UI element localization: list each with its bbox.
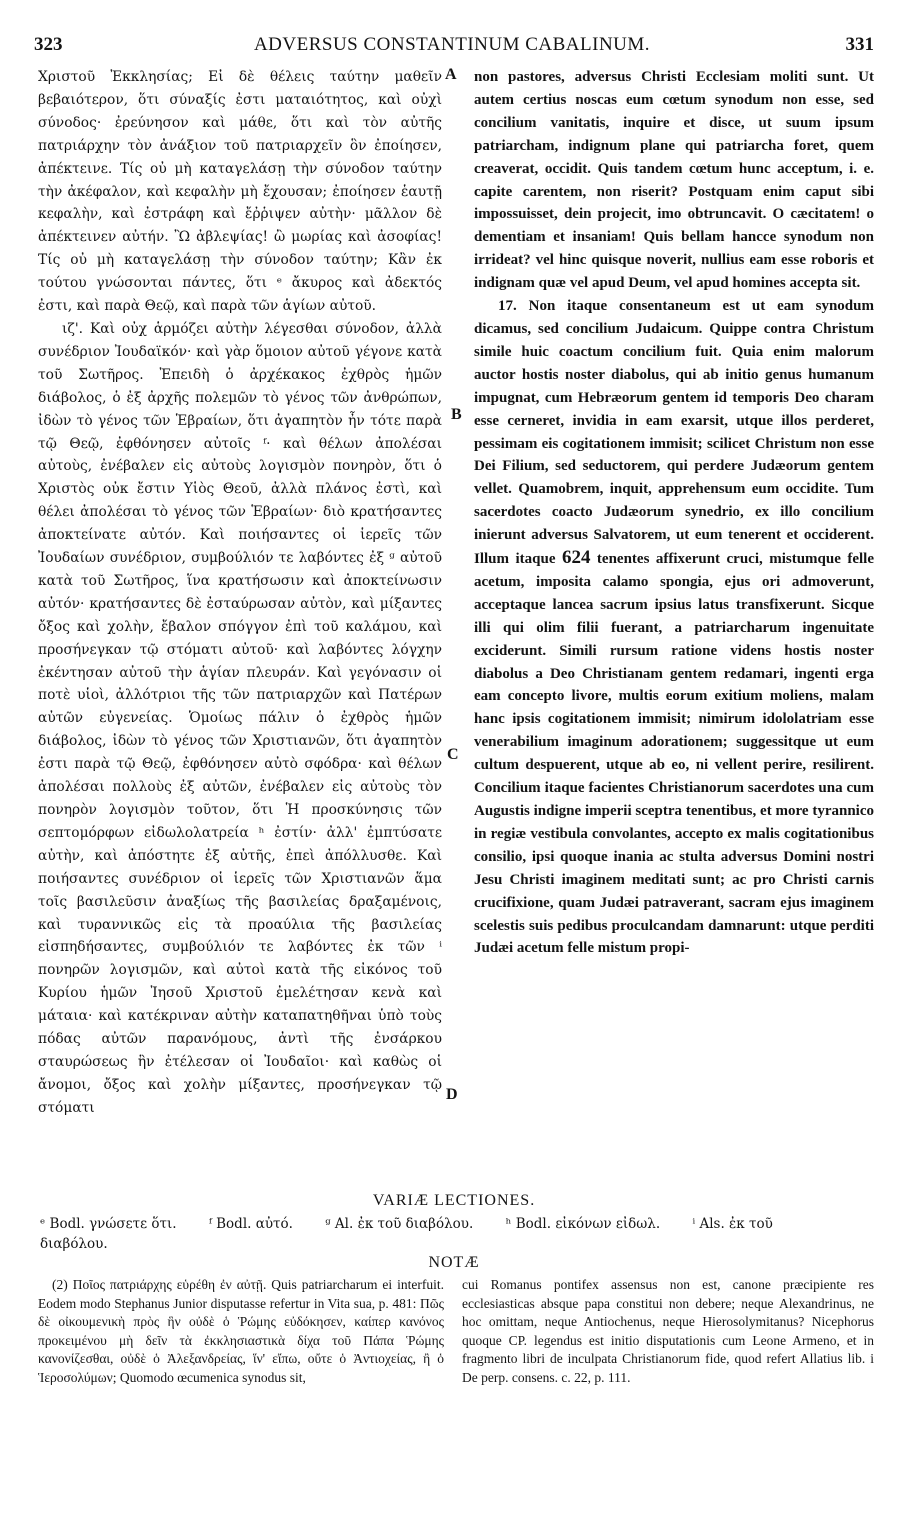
- notes-right-column: [462, 1276, 874, 1388]
- notes-left-column: [38, 1276, 444, 1388]
- right-page-number: 331: [845, 34, 874, 55]
- note-left-text: (2) Ποῖος πατριάρχης εὑρέθη ἐν αὐτῇ. Quis patriarcharum ei interfuit. Eodem modo Stephanus Junior disputasse refertur in Vita sua, p. 481: Πῶς δὲ οἰκουμενικὴ πρὸς ἣν οὐδὲ ὁ Ῥώμης εὐδόκησεν, καίπερ κανόνος προκειμένου μὴ δεῖν τὰ ἐκκλησιαστικὰ δίχα τοῦ Πάπα Ῥώμης κανονίζεσθαι, οὐδὲ ὁ Ἀλεξανδρείας, ἵν' εἴπω, οὔτε ὁ Ἀντιοχείας, ἢ ὁ Ἱεροσολύμων; Quomodo œcumenica synodus sit,: [38, 1277, 444, 1385]
- variant-f: ᶠ Bodl. αὐτό.: [208, 1216, 293, 1232]
- greek-paragraph-1: Χριστοῦ Ἐκκλησίας; Εἰ δὲ θέλεις ταύτην μαθεῖν βεβαιότερον, ὅτι σύναξίς ἐστι ματαιότητος, καὶ οὐχὶ σύνοδος· ἐρεύνησον καὶ μάθε, ὅτι καὶ τὸν αὐτῆς πατριάρχην τὸν ἀνάξιον τοῦ πατριαρχεῖν ὃν ἐποίησεν, ἀπέκτεινε. Τίς οὐ μὴ καταγελάσῃ τὴν σύνοδον ταύτην τὴν ἀκέφαλον, καὶ κεφαλὴν μὴ ἔχουσαν; ἐποίησεν ἑαυτῇ κεφαλὴν, καὶ ἐστράφη καὶ ἔῤῥιψεν αὐτὴν· μᾶλλον δὲ ἀπέκτεινεν αὐτήν. Ὢ ἀβλεψίας! ὢ μωρίας καὶ ἀσοφίας! Τίς οὐ μὴ καταγελάσῃ τὴν σύνοδον ταύτην; Κἂν ἐκ τούτου γνώσονται πάντες, ὅτι ᵉ ἄκυρος καὶ ἀδεκτός ἐστι, καὶ παρὰ Θεῷ, καὶ παρὰ τῶν ἁγίων αὐτοῦ.: [38, 69, 442, 315]
- variant-h: ʰ Bodl. εἰκόνων εἰδωλ.: [505, 1216, 661, 1232]
- page-header: [30, 34, 874, 64]
- greek-column: [38, 66, 442, 1120]
- margin-marker-b: B: [451, 406, 462, 423]
- left-page-number: 323: [34, 34, 63, 55]
- column-number: 624: [561, 547, 591, 569]
- margin-marker-c: C: [447, 746, 459, 763]
- notae-heading: NOTÆ: [428, 1254, 480, 1271]
- margin-marker-a: A: [445, 66, 457, 83]
- variant-g: ᵍ Al. ἐκ τοῦ διαβόλου.: [325, 1216, 474, 1232]
- latin-paragraph-1: non pastores, adversus Christi Ecclesiam moliti sunt. Ut autem certius noscas eum cœtum synodum non esse, sed concilium vanitatis, inquire et disce, ut suum ipsum patriarcham, indignum plane qui patriarcha foret, quem creaverat, occidit. Quis tandem cœtum hunc acceptum, i. e. capite carentem, non riserit? Postquam enim caput sibi impossuisset, dein projecit, imo obtruncavit. O cæcitatem! o dementiam et insaniam! Quis bellam hancce synodum non irrideat? vel hinc quisque noverit, nullius eam esse roboris et indignam quæ vel apud Deum, vel apud homines accepta sit.: [474, 69, 874, 292]
- latin-paragraph-2: [474, 295, 874, 960]
- running-title: ADVERSUS CONSTANTINUM CABALINUM.: [253, 34, 651, 55]
- latin-column: [474, 66, 874, 960]
- variae-lectiones: [40, 1214, 868, 1254]
- latin-paragraph-2a: 17. Non itaque consentaneum est ut eam synodum dicamus, sed concilium Judaicum. Quippe contra Christum simile huic coactum concilium fuit. Quia enim malorum auctor hostis noster diabolus, qui ab initio genus humanum impugnat, cum Hebræorum gentem id temporis Deo charam esse cerneret, invidia in eam exarsit, utque illos perderet, pessimam eis cogitationem immisit; scilicet Christum non esse Dei Filium, sed seductorem, qui perdere Judæorum gentem vellet. Quamobrem, inquit, apprehensum eum occidite. Tum sacerdotes coacto Judæorum synedrio, ex illo concilium inierunt adversus Salvatorem, ut eum tenerent et occiderent. Illum itaque: [474, 298, 874, 568]
- variant-e: ᵉ Bodl. γνώσετε ὅτι.: [40, 1216, 177, 1232]
- latin-paragraph-2b: tenentes affixerunt cruci, mistumque felle acetum, imposita calamo spongia, ejus ori admoverunt, acceptaque lancea sacrum ipsius latus transfixerunt. Sicque illi qui olim filii fuerant, a patriarcharum ingenuitate exciderunt. Simili rursum ratione videns hostis noster diabolus a Deo Christianam gentem redamari, ingenti erga eam concepto livore, multis eorum exitium moliens, malam hanc ipsis cogitationem immisit; nimirum idololatriam esse venerabilium imaginum adorationem; suggessitque ut eum cultum despuerent, utque ab eo, ni vellent perire, resilirent. Concilium itaque facientes Christianorum sacerdotes una cum Augustis indigne imperii sceptra tenentibus, et more tyrannico in regiæ vestibula convolantes, accepto ex malis cogitationibus consilio, ipsi quoque inania ac stulta adversus Domini nostri Jesu Christi imaginem meditati sunt; ac pro Christi carnis crucifixione, quam Judæi patraverant, sacram ejus imaginem scelestis suis pedibus proculcandam damnarunt: utque perditi Judæi acetum felle mistum propi-: [474, 551, 874, 957]
- variae-lectiones-heading: VARIÆ LECTIONES.: [372, 1192, 536, 1209]
- note-right-text: cui Romanus pontifex assensus non est, canone præcipiente res ecclesiasticas absque papa constitui non debere; neque Alexandrinus, ne hoc omittam, neque Antiochenus, neque Hierosolymitanus? Nicephorus quoque CP. legendus est initio disputationis cum Leone Armeno, et in fragmento libri de inculpata Christianorum fide, quod refert Allatius lib. i De perp. consens. c. 22, p. 111.: [462, 1277, 874, 1385]
- variant-i: ⁱ Als. ἐκ τοῦ διαβόλου.: [40, 1216, 773, 1252]
- margin-marker-d: D: [446, 1086, 458, 1103]
- greek-paragraph-2: ιζ'. Καὶ οὐχ ἁρμόζει αὐτὴν λέγεσθαι σύνοδον, ἀλλὰ συνέδριον Ἰουδαϊκόν· καὶ γὰρ ὅμοιον αὐτοῦ γέγονε κατὰ τοῦ Σωτῆρος. Ἐπειδὴ ὁ ἀρχέκακος ἐχθρὸς ἡμῶν διάβολος, ὁ ἐξ ἀρχῆς πολεμῶν τὸ γένος τῶν ἀνθρώπων, ἰδὼν τὸ γένος τῶν Ἑβραίων, ὅτι ἀγαπητὸν ἦν τότε παρὰ τῷ Θεῷ, ἐφθόνησεν αὐτοῖς ᶠ· καὶ θέλων ἀπολέσαι αὐτοὺς, ἐνέβαλεν εἰς αὐτοὺς λογισμὸν πονηρὸν, ὅτι ὁ Χριστὸς οὐκ ἔστιν Υἱὸς Θεοῦ, ἀλλὰ πλάνος ἐστὶ, καὶ θέλει ἀπολέσαι τὸ γένος τῶν Ἑβραίων· διὸ κρατήσαντες ἀποκτείνατε αὐτόν. Καὶ ποιήσαντες οἱ ἱερεῖς τῶν Ἰουδαίων συνέδριον, συμβούλιόν τε λαβόντες ἐξ ᵍ αὐτοῦ κατὰ τοῦ Σωτῆρος, ἵνα κρατήσωσιν καὶ ἀποκτείνωσιν αὐτόν· κρατήσαντες δὲ ἐσταύρωσαν αὐτὸν, καὶ μίξαντες ὄξος καὶ χολὴν, ἔβαλον σπόγγον ἐπὶ τοῦ καλάμου, καὶ προσήνεγκαν τῷ στόματι αὐτοῦ· καὶ λαβόντες λόγχην ἐκέντησαν αὐτοῦ τὴν ἁγίαν πλευράν. Καὶ γεγόνασιν οἱ ποτὲ υἱοὶ, ἀλλότριοι τῆς τῶν πατριαρχῶν καὶ Πατέρων αὐτῶν εὐγενείας. Ὁμοίως πάλιν ὁ ἐχθρὸς ἡμῶν διάβολος, ἰδὼν τὸ γένος τῶν Χριστιανῶν, ὅτι ἀγαπητὸν ἐστι παρὰ τῷ Θεῷ, ἐφθόνησεν αὐτὸ σφόδρα· καὶ θέλων ἀπολέσαι πολλοὺς ἐξ αὐτῶν, ἐνέβαλεν εἰς αὐτοὺς τὸν πονηρὸν λογισμὸν τοῦτον, ὅτι Ἡ προσκύνησις τῶν σεπτομόρφων εἰδωλολατρεία ʰ ἐστίν· ἀλλ' ἐμπτύσατε αὐτὴν, καὶ ἀπόστητε ἐξ αὐτῆς, ἐπεὶ ἀπόλλυσθε. Καὶ ποιήσαντες συνέδριον οἱ ἱερεῖς τῶν Χριστιανῶν ἅμα τοῖς βασιλεῦσιν ἀναξίως τῆς βασιλείας δραξαμένοις, καὶ τυραννικῶς εἰς τὰ προαύλια τῆς βασιλείας εἰσπηδήσαντες, συμβούλιόν τε λαβόντες ἐκ τῶν ⁱ πονηρῶν λογισμῶν, καὶ αὐτοὶ κατὰ τῆς εἰκόνος τοῦ Κυρίου ἡμῶν Ἰησοῦ Χριστοῦ ἐμελέτησαν κενὰ καὶ μάταια· καὶ κατέκριναν αὐτὴν καταπατηθῆναι ὑπὸ τοὺς πόδας αὐτῶν παρανόμους, ἀντὶ τῆς ἐνσάρκου σταυρώσεως ἣν ἐτέλεσαν οἱ Ἰουδαῖοι· καὶ καθὼς οἱ ἄνομοι, ὄξος καὶ χολὴν μίξαντες, προσήνεγκαν τῷ στόματι: [38, 320, 442, 1116]
